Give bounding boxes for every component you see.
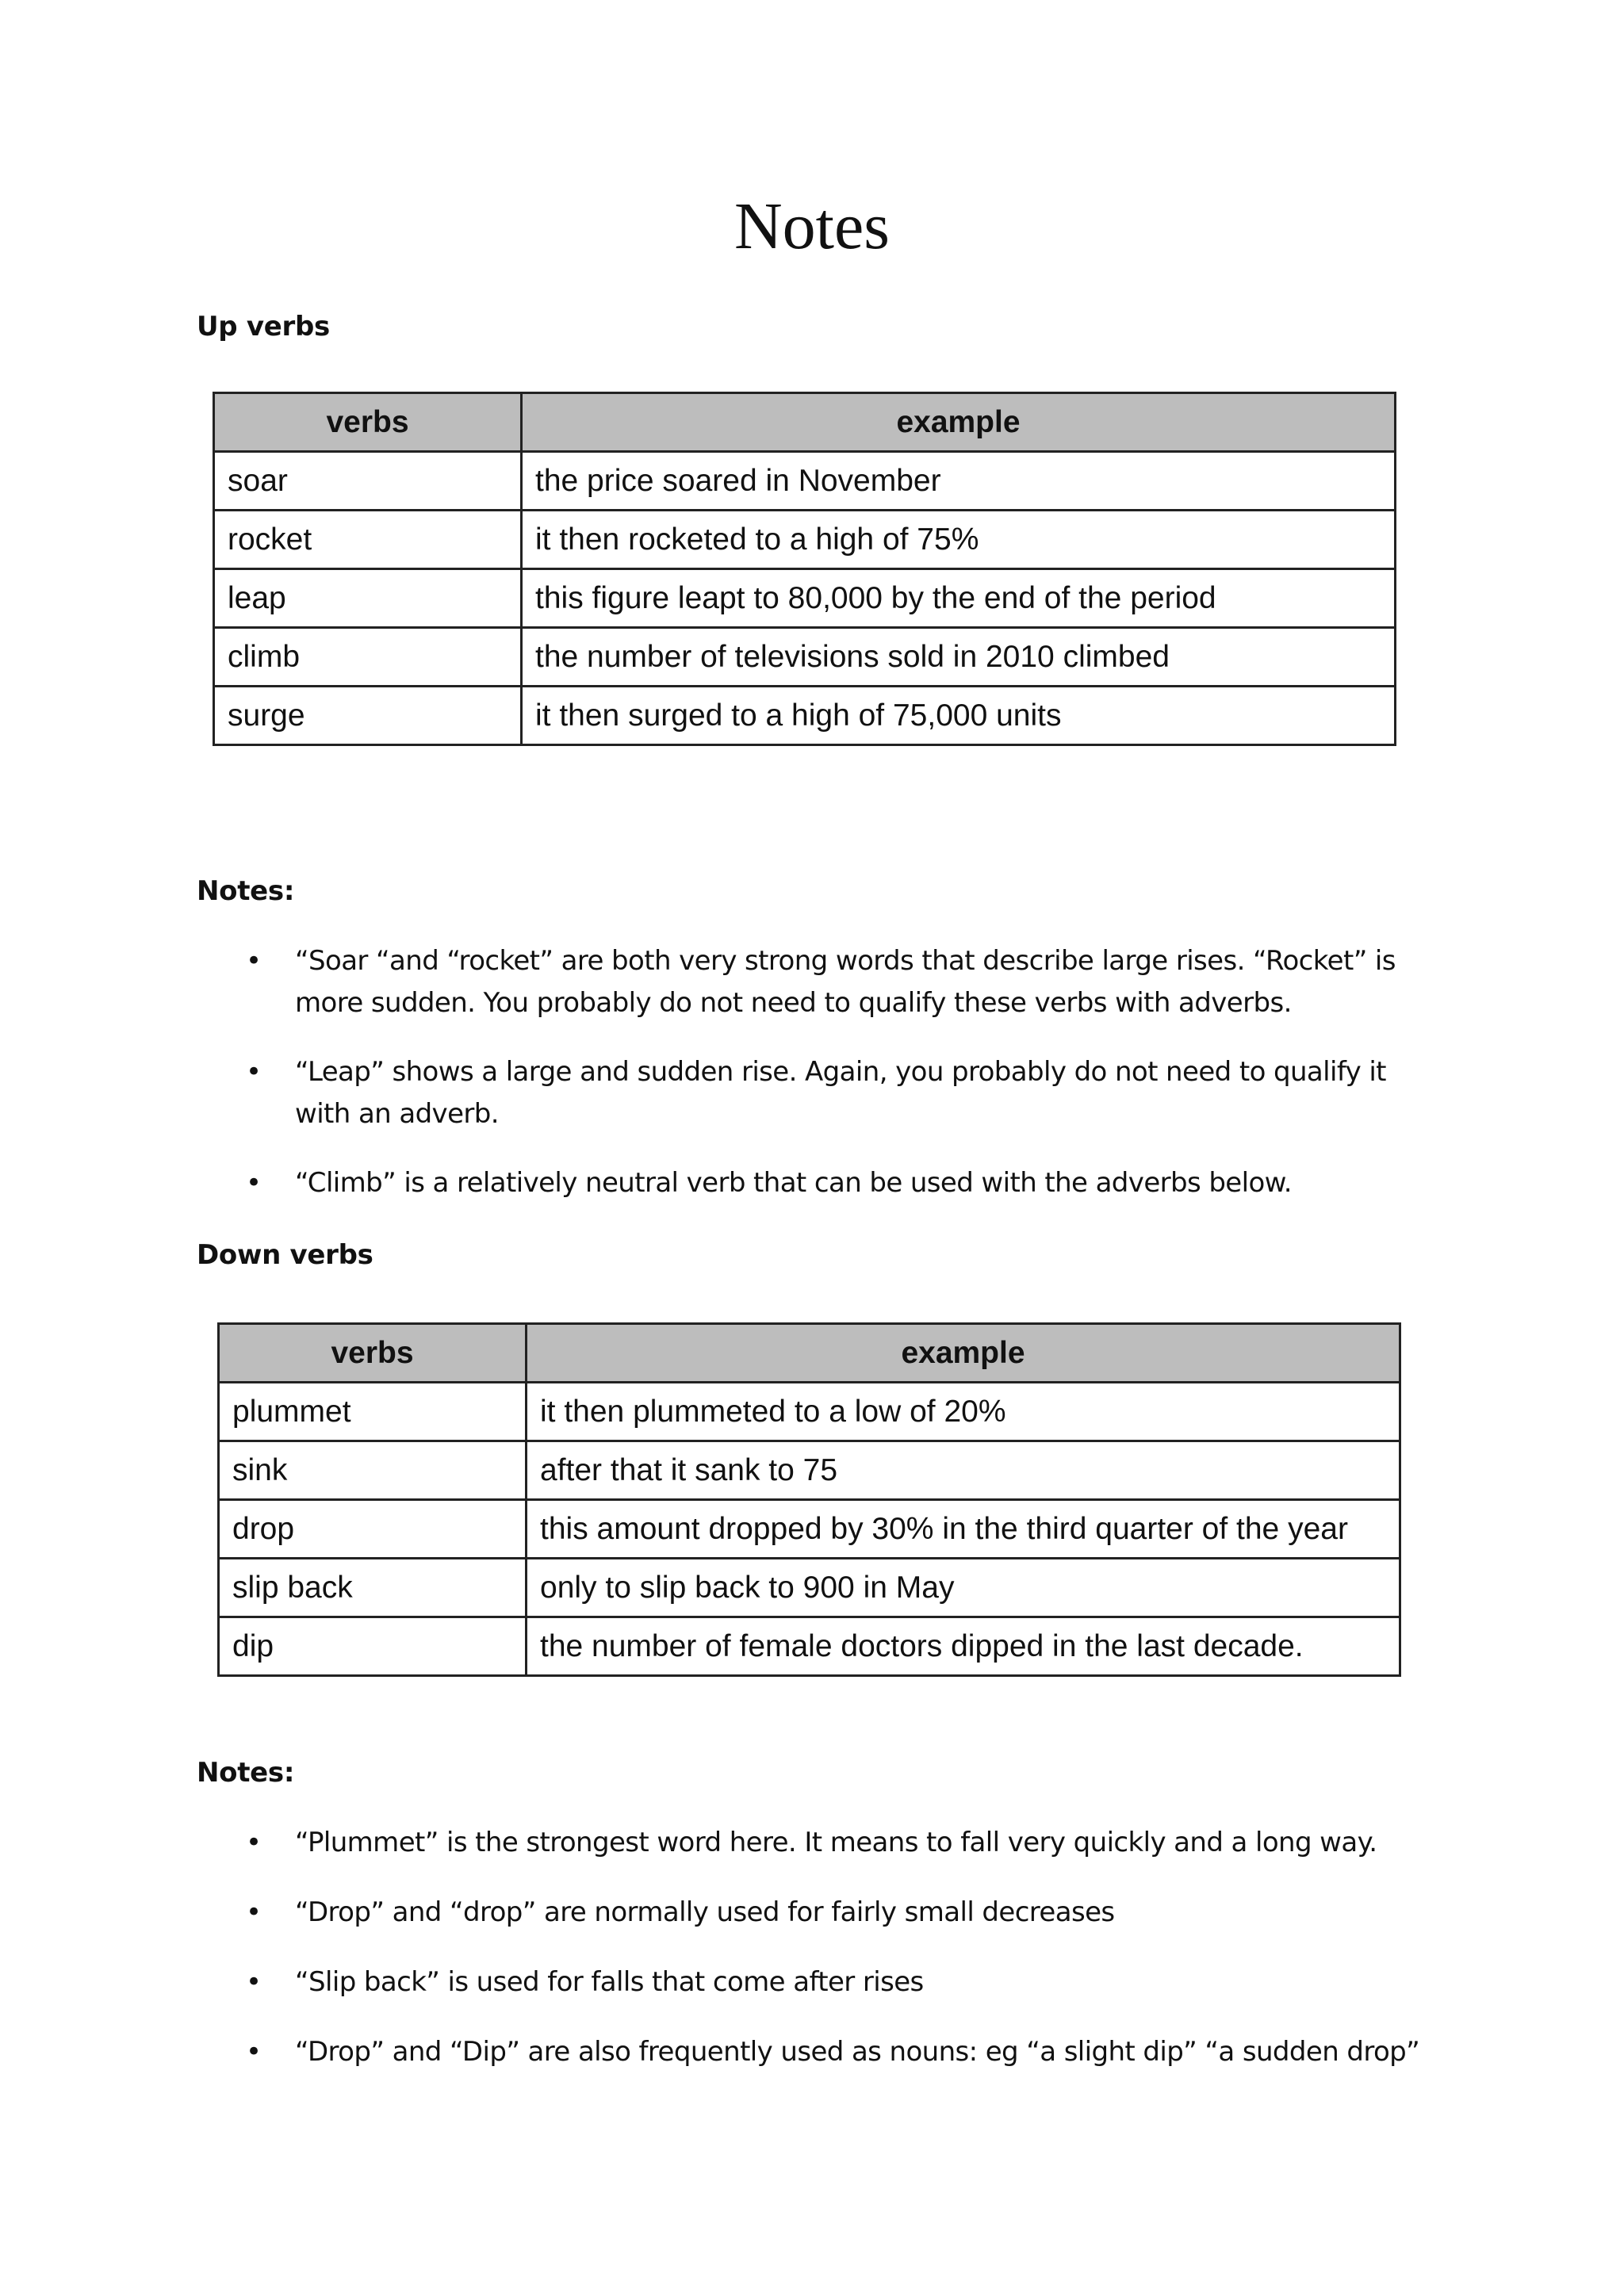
verb-cell: sink bbox=[219, 1441, 527, 1500]
note-text: “Drop” and “Dip” are also frequently used as nouns: eg “a slight dip” “a sudden drop” bbox=[295, 2036, 1420, 2068]
column-header-example: example bbox=[522, 393, 1396, 452]
verb-cell: dip bbox=[219, 1617, 527, 1676]
bullet-icon: • bbox=[246, 1167, 262, 1199]
up-verbs-table bbox=[213, 392, 1396, 746]
table-row bbox=[219, 1559, 1400, 1617]
example-cell: it then rocketed to a high of 75% bbox=[522, 511, 1396, 569]
list-item bbox=[197, 1961, 1434, 2003]
down-verbs-heading: Down verbs bbox=[197, 1239, 373, 1271]
note-text: “Slip back” is used for falls that come after rises bbox=[295, 1966, 924, 1998]
example-cell: it then plummeted to a low of 20% bbox=[527, 1383, 1400, 1441]
down-verbs-table bbox=[217, 1322, 1401, 1677]
note-text: “Leap” shows a large and sudden rise. Again, you probably do not need to qualify it with an adverb. bbox=[295, 1056, 1386, 1130]
note-text: “Plummet” is the strongest word here. It means to fall very quickly and a long way. bbox=[295, 1827, 1377, 1858]
down-notes-heading: Notes: bbox=[197, 1757, 295, 1789]
bullet-icon: • bbox=[246, 1827, 262, 1858]
example-cell: only to slip back to 900 in May bbox=[527, 1559, 1400, 1617]
table-header-row bbox=[214, 393, 1396, 452]
up-notes-heading: Notes: bbox=[197, 875, 295, 907]
example-cell: the price soared in November bbox=[522, 452, 1396, 511]
verb-cell: slip back bbox=[219, 1559, 527, 1617]
example-cell: the number of female doctors dipped in the last decade. bbox=[527, 1617, 1400, 1676]
verb-cell: surge bbox=[214, 687, 522, 745]
verb-cell: plummet bbox=[219, 1383, 527, 1441]
verb-cell: leap bbox=[214, 569, 522, 628]
column-header-verbs: verbs bbox=[214, 393, 522, 452]
list-item bbox=[197, 1822, 1434, 1864]
example-cell: the number of televisions sold in 2010 climbed bbox=[522, 628, 1396, 687]
table-row bbox=[219, 1441, 1400, 1500]
bullet-icon: • bbox=[246, 945, 262, 977]
table-row bbox=[214, 452, 1396, 511]
bullet-icon: • bbox=[246, 1896, 262, 1928]
verb-cell: soar bbox=[214, 452, 522, 511]
table-row bbox=[219, 1383, 1400, 1441]
column-header-example: example bbox=[527, 1324, 1400, 1383]
example-cell: after that it sank to 75 bbox=[527, 1441, 1400, 1500]
table-row bbox=[219, 1500, 1400, 1559]
example-cell: this figure leapt to 80,000 by the end of the period bbox=[522, 569, 1396, 628]
verb-cell: rocket bbox=[214, 511, 522, 569]
list-item bbox=[197, 1051, 1434, 1135]
list-item bbox=[197, 1892, 1434, 1934]
table-header-row bbox=[219, 1324, 1400, 1383]
verb-cell: climb bbox=[214, 628, 522, 687]
example-cell: this amount dropped by 30% in the third quarter of the year bbox=[527, 1500, 1400, 1559]
note-text: “Climb” is a relatively neutral verb that can be used with the adverbs below. bbox=[295, 1167, 1292, 1199]
bullet-icon: • bbox=[246, 2036, 262, 2068]
verb-cell: drop bbox=[219, 1500, 527, 1559]
list-item bbox=[197, 1162, 1434, 1204]
note-text: “Soar “and “rocket” are both very strong words that describe large rises. “Rocket” is more sudden. You probably do not need to qualify these verbs with adverbs. bbox=[295, 945, 1396, 1019]
list-item bbox=[197, 2031, 1434, 2073]
example-cell: it then surged to a high of 75,000 units bbox=[522, 687, 1396, 745]
table-row bbox=[214, 511, 1396, 569]
column-header-verbs: verbs bbox=[219, 1324, 527, 1383]
bullet-icon: • bbox=[246, 1966, 262, 1998]
table-row bbox=[219, 1617, 1400, 1676]
up-verbs-heading: Up verbs bbox=[197, 311, 330, 342]
table-row bbox=[214, 628, 1396, 687]
table-row bbox=[214, 569, 1396, 628]
list-item bbox=[197, 940, 1434, 1024]
up-notes-list bbox=[197, 940, 1434, 1204]
bullet-icon: • bbox=[246, 1056, 262, 1088]
table-row bbox=[214, 687, 1396, 745]
note-text: “Drop” and “drop” are normally used for fairly small decreases bbox=[295, 1896, 1115, 1928]
page-title: Notes bbox=[734, 189, 890, 263]
down-notes-list bbox=[197, 1822, 1434, 2073]
